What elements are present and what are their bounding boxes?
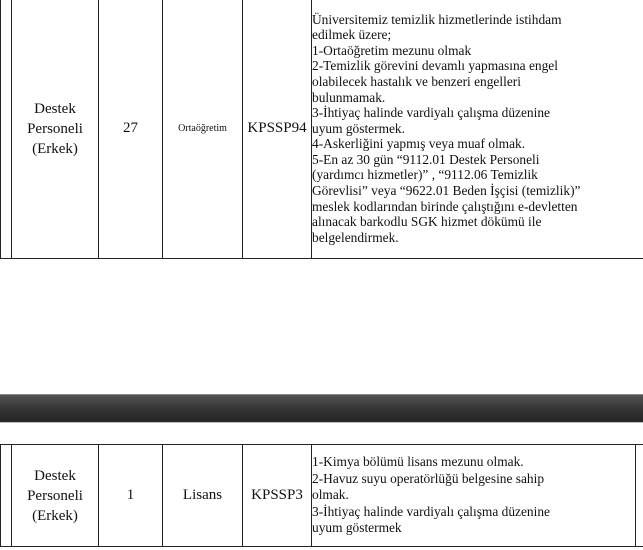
page-separator-band bbox=[0, 395, 643, 422]
requirement-line: 2-Temizlik görevini devamlı yapmasına engel bbox=[312, 58, 558, 74]
requirement-line: belgelendirmek. bbox=[312, 229, 399, 245]
requirement-line: edilmek üzere; bbox=[312, 27, 392, 43]
requirement-line: 3-İhtiyaç halinde vardiyalı çalışma düzenine bbox=[312, 503, 550, 519]
requirement-line: olabilecek hastalık ve benzeri engelleri bbox=[312, 73, 521, 89]
requirement-line: uyum göstermek bbox=[312, 520, 402, 536]
kpss-code-cell: KPSSP94 bbox=[243, 0, 312, 259]
requirement-line: meslek kodlarından birinde çalıştığını e-devletten bbox=[312, 198, 578, 214]
requirements-cell bbox=[312, 445, 636, 547]
kpss-code-cell: KPSSP3 bbox=[243, 445, 312, 547]
requirement-line: 2-Havuz suyu operatörlüğü belgesine sahip bbox=[312, 470, 545, 486]
requirement-line: 3-İhtiyaç halinde vardiyalı çalışma düzenine bbox=[312, 105, 550, 121]
count-cell: 1 bbox=[99, 445, 163, 547]
position-cell bbox=[12, 0, 99, 259]
position-line: (Erkek) bbox=[32, 140, 78, 157]
position-cell bbox=[12, 445, 99, 547]
education-cell: Ortaöğretim bbox=[163, 0, 243, 259]
requirement-line: uyum göstermek. bbox=[312, 120, 405, 136]
page-separator-edge bbox=[0, 422, 643, 423]
requirement-line: Görevlisi” veya “9622.01 Beden İşçisi (temizlik)” bbox=[312, 183, 581, 199]
requirement-line: 1-Ortaöğretim mezunu olmak bbox=[312, 42, 472, 58]
left-margin-cell bbox=[1, 0, 12, 259]
left-margin-cell bbox=[1, 445, 12, 547]
position-line: Destek bbox=[34, 467, 76, 484]
position-line: (Erkek) bbox=[32, 507, 78, 524]
table-row bbox=[1, 445, 643, 547]
requirement-line: 4-Askerliğini yapmış veya muaf olmak. bbox=[312, 136, 526, 152]
requirement-line: alınacak barkodlu SGK hizmet dökümü ile bbox=[312, 214, 542, 230]
count-cell: 27 bbox=[99, 0, 163, 259]
requirement-line: olmak. bbox=[312, 487, 349, 503]
table-row bbox=[1, 0, 643, 259]
position-line: Personeli bbox=[27, 120, 83, 137]
requirement-line: 5-En az 30 gün “9112.01 Destek Personeli bbox=[312, 151, 540, 167]
position-table-top bbox=[0, 0, 643, 259]
requirements-cell bbox=[312, 0, 643, 259]
right-margin-cell bbox=[636, 445, 643, 547]
requirement-line: 1-Kimya bölümü lisans mezunu olmak. bbox=[312, 454, 524, 470]
education-cell: Lisans bbox=[163, 445, 243, 547]
position-table-bottom bbox=[0, 444, 643, 547]
requirement-line: Üniversitemiz temizlik hizmetlerinde istihdam bbox=[312, 11, 562, 27]
position-line: Personeli bbox=[27, 487, 83, 504]
position-line: Destek bbox=[34, 100, 76, 117]
requirement-line: bulunmamak. bbox=[312, 89, 386, 105]
requirement-line: (yardımcı hizmetler)” , “9112.06 Temizlik bbox=[312, 167, 538, 183]
